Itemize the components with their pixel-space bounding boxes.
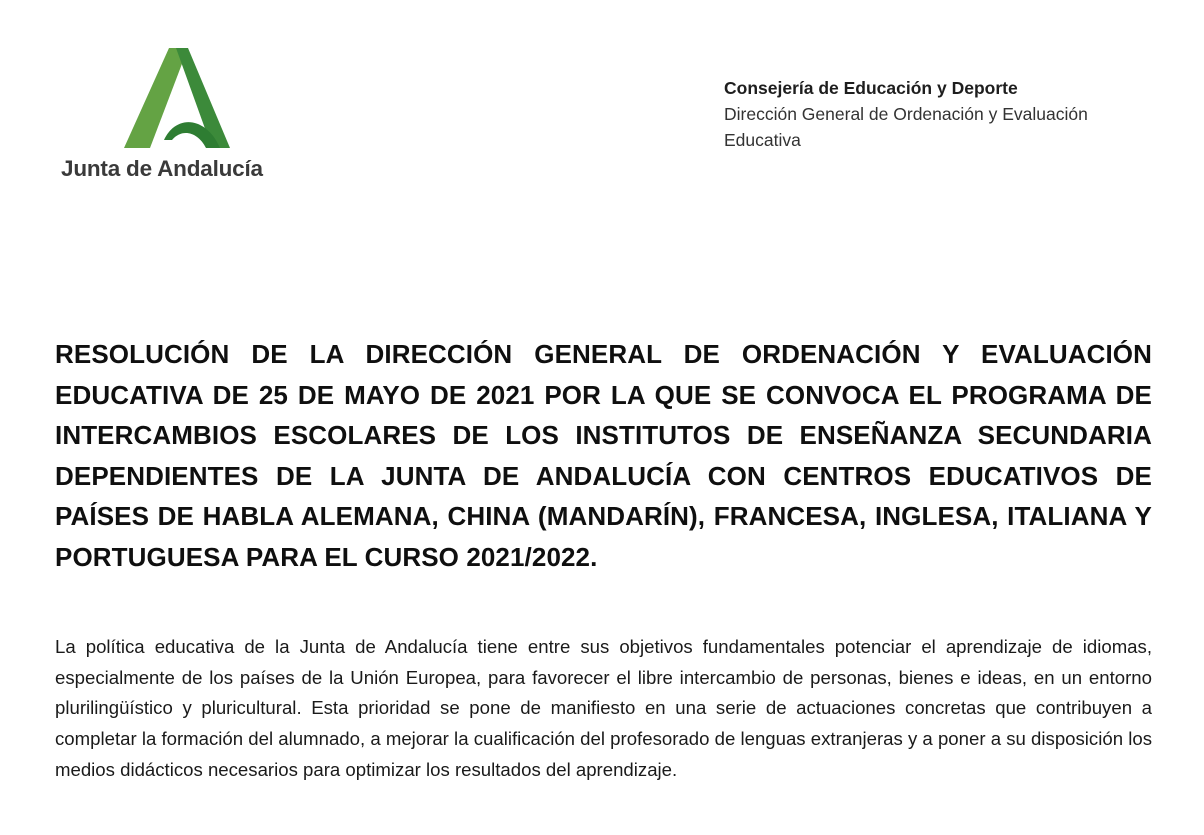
- department-header: [724, 75, 1164, 153]
- directorate-name: Dirección General de Ordenación y Evaluación Educativa: [724, 104, 1088, 150]
- department-name: Consejería de Educación y Deporte: [724, 78, 1018, 98]
- junta-de-andalucia-logo: [58, 48, 308, 188]
- andalucia-a-emblem-icon: [124, 48, 234, 150]
- intro-paragraph: La política educativa de la Junta de Andalucía tiene entre sus objetivos fundamentales potenciar el aprendizaje de idiomas, especialmente de los países de la Unión Europea, para favorecer el libre intercambio de personas, bienes e ideas, en un entorno plurilingüístico y pluricultural. Esta prioridad se pone de manifiesto en una serie de actuaciones concretas que contribuyen a completar la formación del alumnado, a mejorar la cualificación del profesorado de lenguas extranjeras y a poner a su disposición los medios didácticos necesarios para optimizar los resultados del aprendizaje.: [55, 636, 1152, 780]
- logo-text: Junta de Andalucía: [61, 156, 263, 181]
- resolution-title: RESOLUCIÓN DE LA DIRECCIÓN GENERAL DE ORDENACIÓN Y EVALUACIÓN EDUCATIVA DE 25 DE MAYO DE 2021 POR LA QUE SE CONVOCA EL PROGRAMA DE INTERCAMBIOS ESCOLARES DE LOS INSTITUTOS DE ENSEÑANZA SECUNDARIA DEPENDIENTES DE LA JUNTA DE ANDALUCÍA CON CENTROS EDUCATIVOS DE PAÍSES DE HABLA ALEMANA, CHINA (MANDARÍN), FRANCESA, INGLESA, ITALIANA Y PORTUGUESA PARA EL CURSO 2021/2022.: [55, 339, 1152, 572]
